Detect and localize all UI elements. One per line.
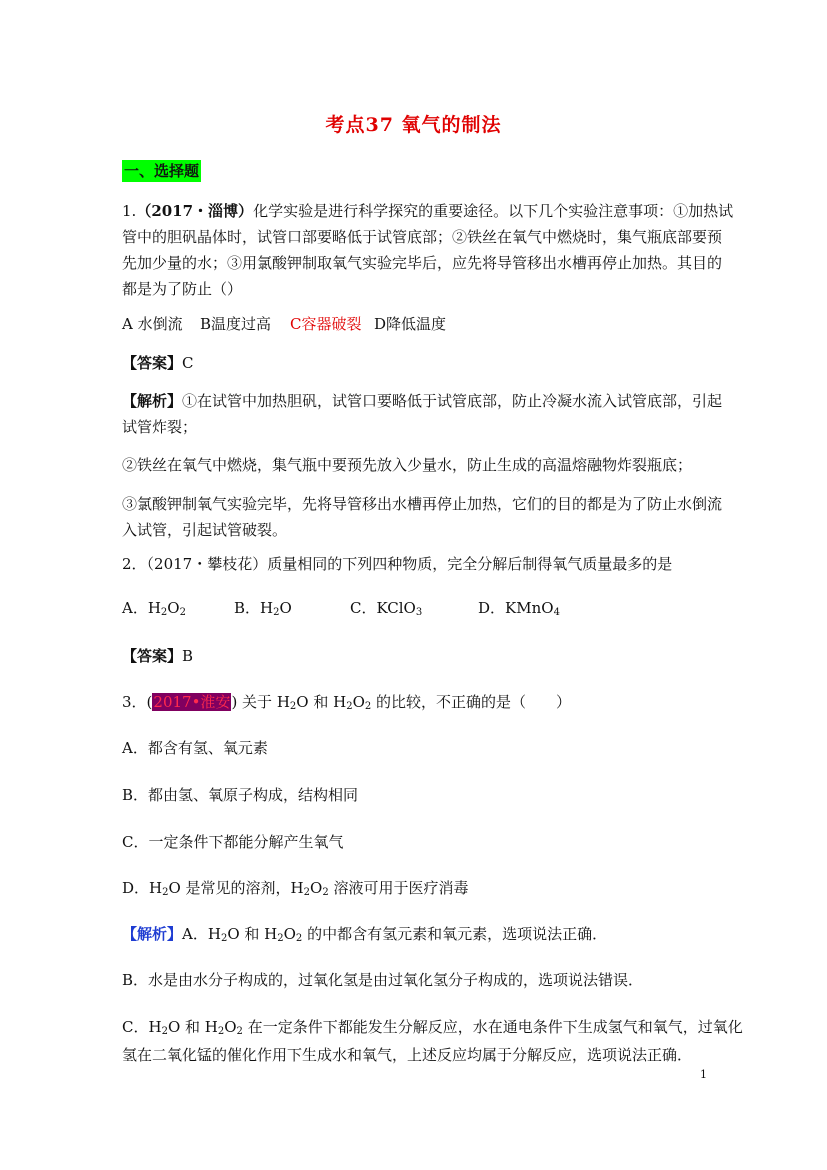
q1-analysis-line1: 【解析】①在试管中加热胆矾，试管口要略低于试管底部，防止冷凝水流入试管底部，引起 bbox=[122, 392, 723, 410]
q1-options bbox=[122, 311, 707, 337]
q2-options bbox=[122, 595, 707, 621]
q1-line1: 1.（2017・淄博）化学实验是进行科学探究的重要途径。以下几个实验注意事项：①加热试 bbox=[122, 202, 734, 220]
q2-option-b: B．$H_2O$ bbox=[234, 599, 292, 618]
q2-option-a: A．$H_2O_2$ bbox=[122, 599, 186, 618]
q2-answer-value: B bbox=[182, 647, 194, 665]
q3-option-c: C．一定条件下都能分解产生氧气 bbox=[122, 833, 344, 851]
q1-analysis-line4: ③氯酸钾制氧气实验完毕，先将导管移出水槽再停止加热，它们的目的都是为了防止水倒流 bbox=[122, 495, 723, 513]
q1-analysis-line2: 试管炸裂； bbox=[122, 418, 198, 436]
q1-option-a: A 水倒流 bbox=[122, 315, 183, 333]
q3-option-d: D．$H_2O$ 是常见的溶剂，$H_2O_2$ 溶液可用于医疗消毒 bbox=[122, 879, 469, 898]
section-heading: 一、选择题 bbox=[124, 162, 200, 180]
q1-answer bbox=[122, 350, 707, 376]
q3-option-b: B．都由氢、氧原子构成，结构相同 bbox=[122, 786, 359, 804]
q3-analysis-b: B．水是由水分子构成的，过氧化氢是由过氧化氢分子构成的，选项说法错误． bbox=[122, 971, 644, 989]
answer-label: 【答案】 bbox=[122, 354, 183, 372]
q3-stem: 3．(2017•淮安) 关于 $H_2O$ 和 $H_2O_2$ 的比较，不正确的是（ ） bbox=[122, 693, 572, 712]
q1-analysis-line5: 入试管，引起试管破裂。 bbox=[122, 521, 288, 539]
q2-stem: 2．（2017・攀枝花）质量相同的下列四种物质，完全分解后制得氧气质量最多的是 bbox=[122, 555, 673, 573]
analysis-label: 【解析】 bbox=[122, 925, 183, 943]
q3-option-a: A．都含有氢、氧元素 bbox=[122, 739, 268, 757]
q1-line3: 先加少量的水；③用氯酸钾制取氧气实验完毕后，应先将导管移出水槽再停止加热。其目的 bbox=[122, 254, 723, 272]
q1-option-d: D降低温度 bbox=[374, 315, 447, 333]
q1-number: 1. bbox=[122, 202, 137, 220]
q3-analysis-c-line2: 氢在二氧化锰的催化作用下生成水和氧气，上述反应均属于分解反应，选项说法正确． bbox=[122, 1046, 693, 1064]
q2-option-c: C．KClO$_3$ bbox=[350, 599, 423, 618]
q3-source-highlight: 2017•淮安 bbox=[153, 693, 231, 711]
page-number: 1 bbox=[700, 1068, 707, 1081]
q3-analysis-c-line1: C．$H_2O$ 和 $H_2O_2$ 在一定条件下都能发生分解反应，水在通电条件下生成氢气和氧气，过氧化 bbox=[122, 1018, 743, 1037]
page-title: 考点37 氧气的制法 bbox=[325, 114, 502, 136]
analysis-label: 【解析】 bbox=[122, 392, 183, 410]
q2-answer bbox=[122, 643, 707, 669]
q1-source: （2017・淄博） bbox=[136, 202, 254, 220]
q1-answer-value: C bbox=[182, 354, 194, 372]
q1-option-c: C容器破裂 bbox=[290, 315, 362, 333]
answer-label: 【答案】 bbox=[122, 647, 183, 665]
q1-option-b: B温度过高 bbox=[200, 315, 272, 333]
q1-analysis-line3: ②铁丝在氧气中燃烧，集气瓶中要预先放入少量水，防止生成的高温熔融物炸裂瓶底； bbox=[122, 456, 693, 474]
q1-line2: 管中的胆矾晶体时，试管口部要略低于试管底部；②铁丝在氧气中燃烧时，集气瓶底部要预 bbox=[122, 228, 723, 246]
q2-option-d: D．KMnO$_4$ bbox=[478, 599, 560, 618]
q3-analysis-a: 【解析】A．$H_2O$ 和 $H_2O_2$ 的中都含有氢元素和氧元素，选项说法正确． bbox=[122, 925, 608, 944]
q1-line4: 都是为了防止（） bbox=[122, 280, 243, 298]
